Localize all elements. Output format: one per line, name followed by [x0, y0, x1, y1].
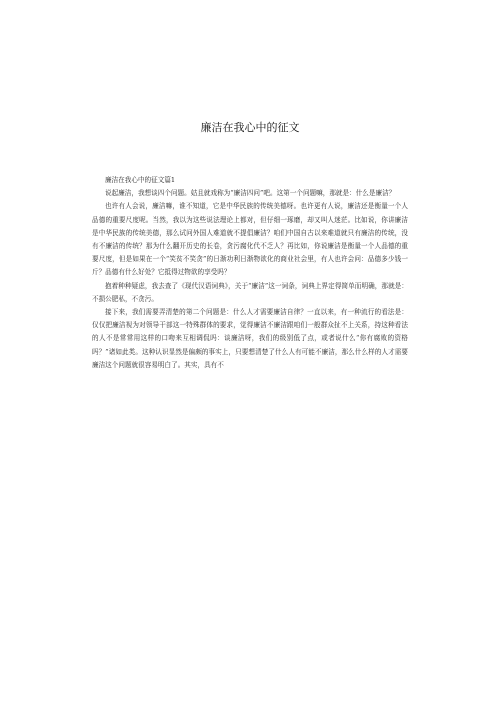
paragraph: 说起廉洁，我想谈四个问题。姑且就戏称为“廉洁四问”吧。这第一个问题嘛，那就是：什么是廉洁？: [105, 189, 396, 198]
paragraph: 也许有人会说，廉洁嘛，谁不知道，它是中华民族的传统美德呀。也许更有人说，廉洁还是衡量一个人品德的重要尺度呢。当然，我以为这些说法理论上都对，但仔细一琢磨，却又叫人迷茫。比如说，你讲廉洁是中华民族的传统美德，那么试问外国人难道就不提倡廉洁？咱们中国自古以来难道就只有廉洁的传统，没有不廉洁的传统？那为什么翻开历史的长卷，贪污腐化代不乏人？再比如，你说廉洁是衡量一个人品德的重要尺度，但是如果在一个“笑贫不笑贪”的日渐功利日渐物欲化的商业社会里，有人也许会问：品德多少钱一斤？品德有什么好处？它抵得过物欲的享受吗？: [92, 202, 408, 277]
paragraph: 抱着种种疑虑，我去查了《现代汉语词典》，关于“廉洁”这一词条，词典上界定得简单而明确，那就是：不损公肥私，不贪污。: [92, 281, 408, 303]
document-title: 廉洁在我心中的征文: [200, 121, 300, 134]
section-heading: 廉洁在我心中的征文篇1: [105, 176, 176, 184]
paragraph: 接下来，我们需要弄清楚的第二个问题是：什么人才需要廉洁自律？一直以来，有一种流行的看法是：仅仅把廉洁视为对领导干部这一特殊群体的要求，觉得廉洁不廉洁跟咱们一般群众扯不上关系，持这种看法的人不是常常用这样的口吻来互相调侃吗：谈廉洁呀，我们的级别低了点，或者说什么“你有腐败的资格吗？”诸如此类。这种认识显然是偏颇的事实上，只要想清楚了什么人有可能不廉洁，那么什么样的人才需要廉洁这个问题就很容易明白了。其实，具有不: [92, 308, 408, 369]
document-body: [92, 174, 408, 372]
